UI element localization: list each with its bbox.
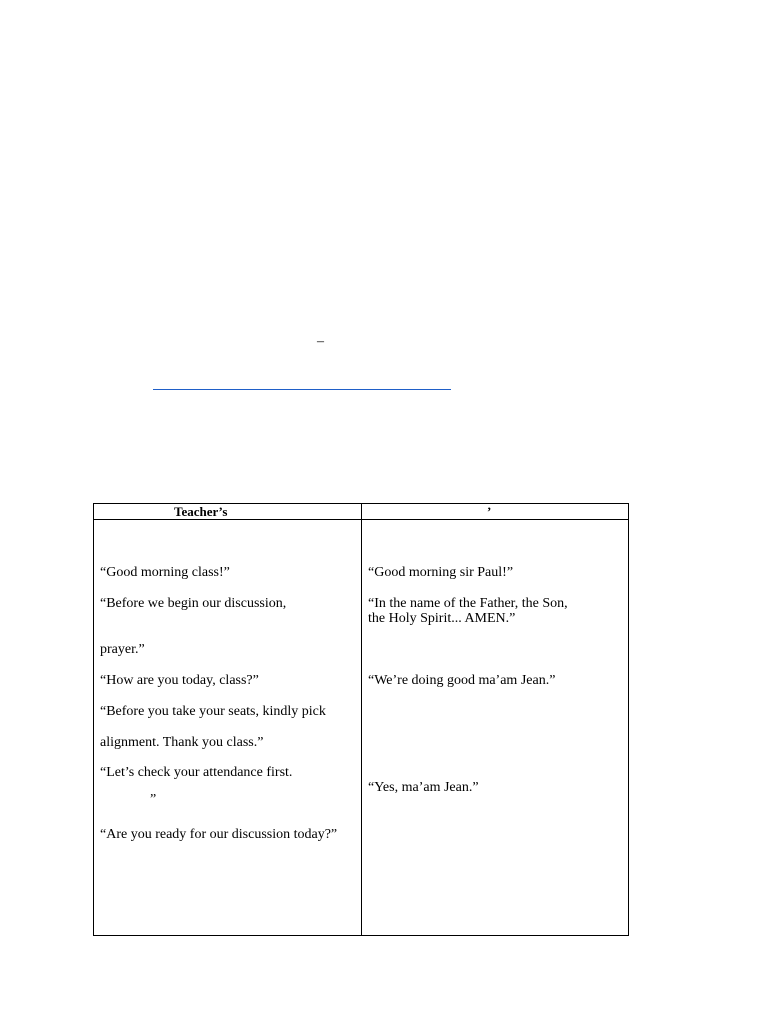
student-line-greeting: “Good morning sir Paul!” (368, 565, 514, 580)
teacher-line-closing-quote: ” (150, 792, 157, 807)
teacher-line-prayer: prayer.” (100, 642, 145, 657)
student-line-prayer-1: “In the name of the Father, the Son, (368, 596, 568, 611)
dash-mark: – (317, 334, 324, 349)
teacher-line-take-seats: “Before you take your seats, kindly pick (100, 704, 326, 719)
header-teacher: Teacher’s (174, 504, 228, 519)
teacher-line-attendance: “Let’s check your attendance first. (100, 765, 293, 780)
column-divider (361, 504, 362, 935)
teacher-line-alignment: alignment. Thank you class.” (100, 735, 264, 750)
student-line-doing-good: “We’re doing good ma’am Jean.” (368, 673, 556, 688)
teacher-line-greeting: “Good morning class!” (100, 565, 230, 580)
lesson-dialogue-table (93, 503, 629, 936)
student-line-yes: “Yes, ma’am Jean.” (368, 780, 479, 795)
teacher-line-begin-discussion: “Before we begin our discussion, (100, 596, 287, 611)
hyperlink-underline[interactable] (153, 389, 451, 390)
teacher-line-ready: “Are you ready for our discussion today?” (100, 827, 338, 842)
header-student: ’ (487, 504, 492, 519)
teacher-line-how-are-you: “How are you today, class?” (100, 673, 259, 688)
student-line-prayer-2: the Holy Spirit... AMEN.” (368, 611, 516, 626)
